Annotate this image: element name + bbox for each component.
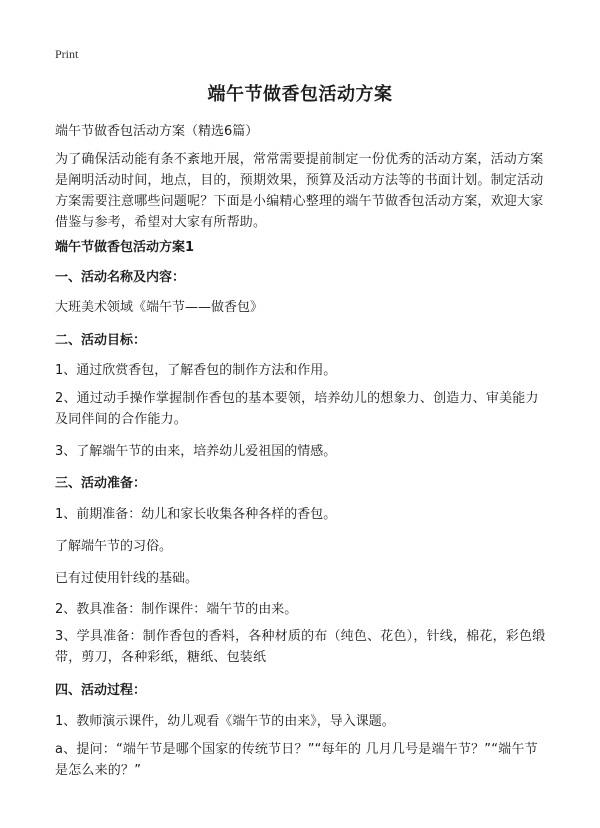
page-title: 端午节做香包活动方案 [207, 84, 393, 105]
process-item-1a: a、提问：“端午节是哪个国家的传统节日？”“每年的 几月几号是端午节？”“端午节是怎么来的？” [55, 742, 538, 778]
process-item-1: 1、教师演示课件，幼儿观看《端午节的由来》，导入课题。 [55, 714, 395, 729]
prep-item-1b: 了解端午节的习俗。 [55, 539, 173, 554]
goal-item-3: 3、了解端午节的由来，培养幼儿爱祖国的情感。 [55, 444, 337, 459]
prep-item-3: 3、学具准备：制作香包的香料，各种材质的布（纯色、花色），针线，棉花，彩色缎带，剪刀，各种彩纸，糖纸、包装纸 [55, 629, 546, 665]
document-subtitle: 端午节做香包活动方案（精选6篇） [55, 124, 259, 139]
heading-activity-name: 一、活动名称及内容： [55, 270, 186, 285]
intro-paragraph: 为了确保活动能有条不紊地开展，常常需要提前制定一份优秀的活动方案，活动方案是阐明活动时间，地点，目的，预期效果，预算及活动方法等的书面计划。制定活动方案需要注意哪些问题呢？下面是小编精心整理的端午节做香包活动方案，欢迎大家借鉴与参考，希望对大家有所帮助。 [55, 152, 544, 230]
goal-item-2: 2、通过动手操作掌握制作香包的基本要领，培养幼儿的想象力、创造力、审美能力及同伴间的合作能力。 [55, 391, 539, 427]
activity-name-text: 大班美术领域《端午节——做香包》 [55, 300, 264, 315]
heading-activity-prep: 三、活动准备： [55, 476, 147, 491]
prep-item-1c: 已有过使用针线的基础。 [55, 571, 199, 586]
prep-item-1: 1、前期准备：幼儿和家长收集各种各样的香包。 [55, 507, 337, 522]
heading-activity-goals: 二、活动目标： [55, 333, 147, 348]
section-heading: 端午节做香包活动方案1 [55, 240, 195, 255]
heading-activity-process: 四、活动过程： [55, 683, 147, 698]
prep-item-2: 2、教具准备：制作课件：端午节的由来。 [55, 602, 298, 617]
print-link[interactable]: Print [55, 47, 79, 61]
goal-item-1: 1、通过欣赏香包，了解香包的制作方法和作用。 [55, 363, 337, 378]
